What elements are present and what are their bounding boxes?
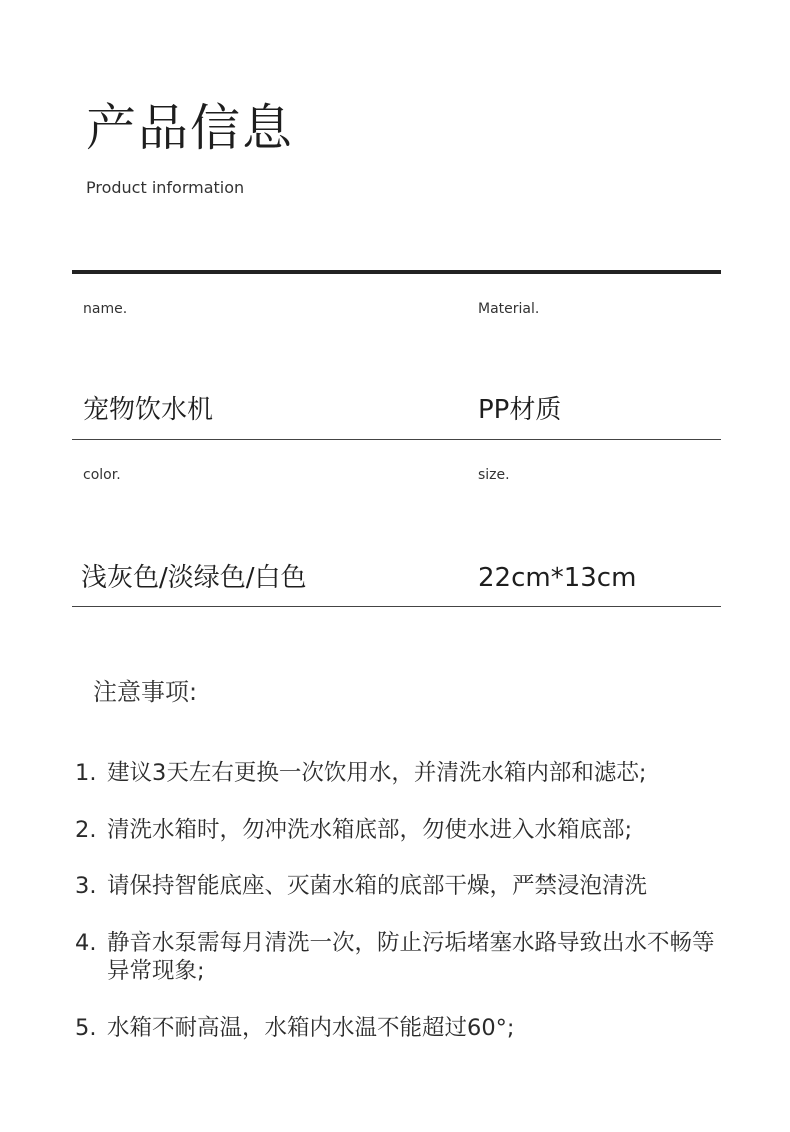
color-value: 浅灰色/淡绿色/白色 [81, 563, 307, 593]
note-number: 2. [75, 817, 97, 843]
color-label: color. [83, 467, 121, 483]
name-label: name. [83, 301, 128, 317]
row-divider [72, 439, 721, 440]
row-divider [72, 606, 721, 607]
note-text: 清洗水箱时，勿冲洗水箱底部，勿使水进入水箱底部; [107, 817, 633, 843]
page-title: 产品信息 [86, 99, 294, 157]
note-item [75, 816, 735, 844]
note-number: 5. [75, 1015, 97, 1041]
note-number: 4. [75, 930, 97, 956]
note-item [75, 759, 735, 787]
note-item [75, 872, 735, 900]
material-label: Material. [478, 301, 540, 317]
note-text: 请保持智能底座、灭菌水箱的底部干燥，严禁浸泡清洗 [107, 873, 648, 899]
note-number: 3. [75, 873, 97, 899]
material-value: PP材质 [478, 395, 562, 425]
note-text: 建议3天左右更换一次饮用水，并清洗水箱内部和滤芯; [107, 760, 647, 786]
notes-title: 注意事项: [93, 678, 198, 706]
page-subtitle: Product information [86, 178, 245, 197]
size-value: 22cm*13cm [478, 563, 637, 593]
name-value: 宠物饮水机 [83, 395, 214, 425]
note-number: 1. [75, 760, 97, 786]
size-label: size. [478, 467, 510, 483]
note-text: 静音水泵需每月清洗一次，防止污垢堵塞水路导致出水不畅等异常现象; [107, 930, 715, 984]
note-item [75, 929, 735, 985]
note-item [75, 1014, 735, 1042]
note-text: 水箱不耐高温，水箱内水温不能超过60°; [107, 1015, 515, 1041]
header-divider [72, 270, 721, 274]
